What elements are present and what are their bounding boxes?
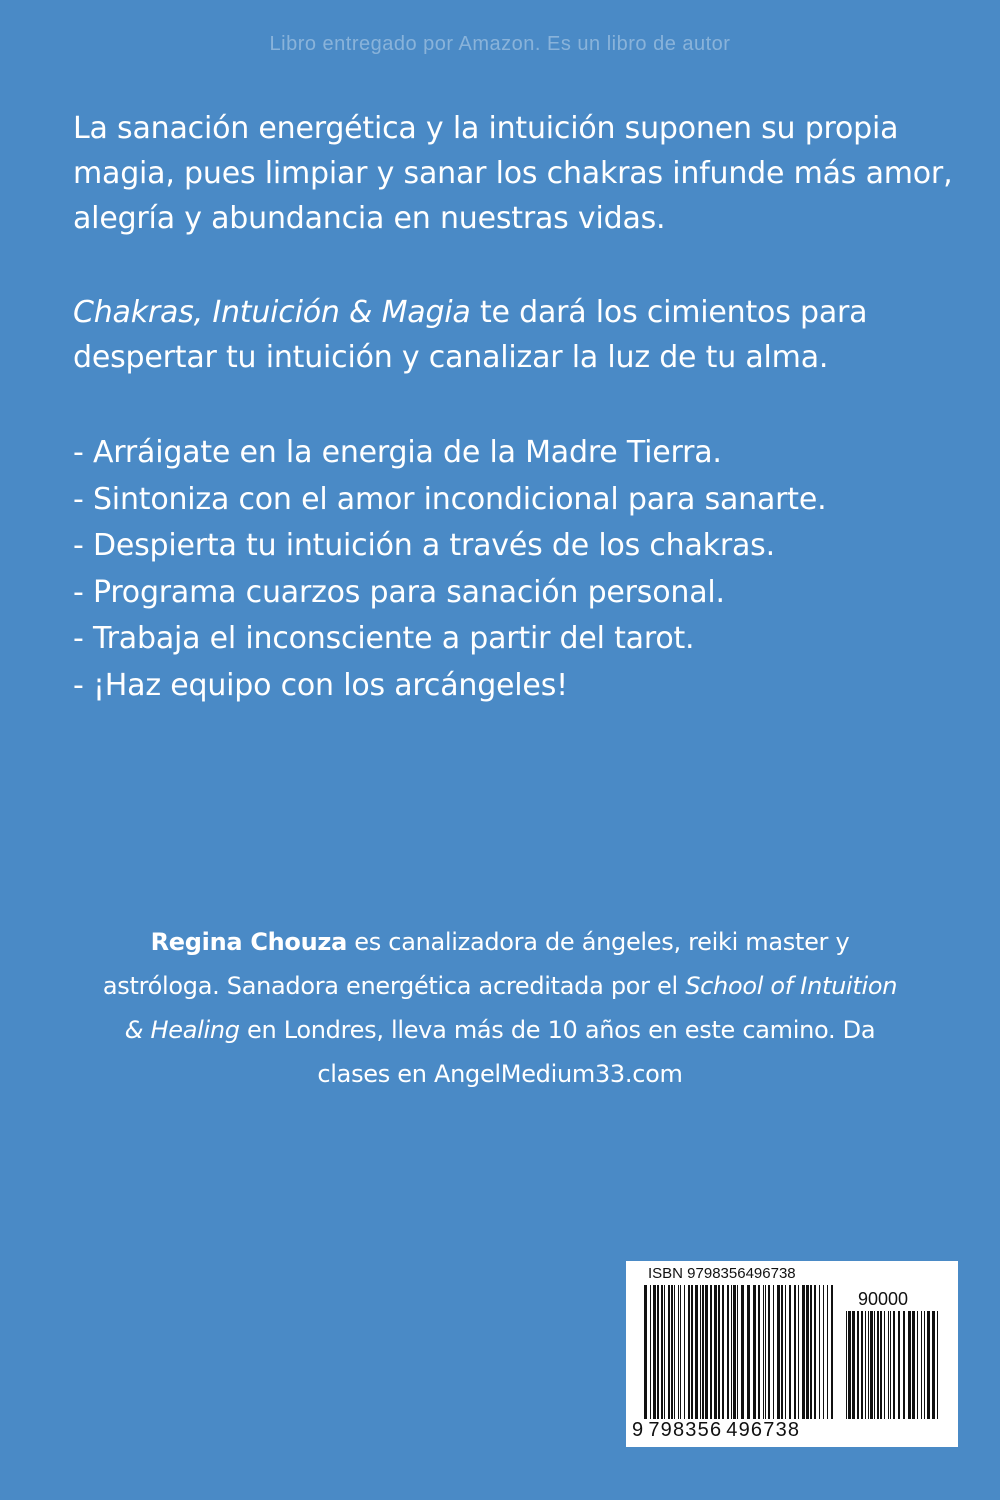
- barcode-bar: [912, 1311, 915, 1419]
- author-bio-text-1: es canalizadora de ángeles, reiki master y astróloga. Sanadora energética acreditada por el: [102, 928, 850, 1000]
- barcode-bar: [714, 1285, 717, 1419]
- author-name: Regina Chouza: [150, 928, 347, 956]
- barcode-bar: [644, 1285, 647, 1419]
- school-name: School of Intuition & Healing: [124, 972, 898, 1044]
- barcode-bar: [868, 1311, 869, 1419]
- barcode-bar: [768, 1285, 770, 1419]
- author-bio: [100, 920, 900, 1096]
- barcode-bar: [678, 1285, 679, 1419]
- barcode-bar: [888, 1311, 889, 1419]
- barcode-bar: [846, 1311, 847, 1419]
- barcode-bar: [861, 1311, 863, 1419]
- barcode-bar: [765, 1285, 766, 1419]
- barcode-bar: [741, 1285, 744, 1419]
- barcode-bar: [691, 1285, 693, 1419]
- barcode-bar: [823, 1285, 824, 1419]
- barcode-bar: [722, 1285, 724, 1419]
- barcode-bar: [737, 1285, 738, 1419]
- barcode-bar: [674, 1285, 675, 1419]
- barcode-bar: [798, 1285, 799, 1419]
- barcode-bar: [773, 1285, 774, 1419]
- barcode-bar: [917, 1311, 918, 1419]
- barcode-bar: [884, 1311, 885, 1419]
- barcode-bar: [763, 1285, 764, 1419]
- barcode-bar: [731, 1285, 732, 1419]
- barcode-bar: [688, 1285, 690, 1419]
- barcode-bar: [852, 1311, 855, 1419]
- barcode-bar: [857, 1311, 859, 1419]
- barcode-bar: [814, 1285, 816, 1419]
- barcode-bar: [664, 1285, 665, 1419]
- isbn-barcode: [626, 1261, 958, 1447]
- barcode-bar: [733, 1285, 736, 1419]
- list-item: - Despierta tu intuición a través de los chakras.: [73, 528, 775, 563]
- barcode-digit-group-1: 798356: [648, 1419, 723, 1441]
- barcode-bar: [705, 1285, 708, 1419]
- book-title: Chakras, Intuición & Magia: [73, 295, 471, 330]
- list-item: - ¡Haz equipo con los arcángeles!: [73, 667, 568, 703]
- barcode-bar: [700, 1285, 701, 1419]
- barcode-bar: [657, 1285, 659, 1419]
- barcode-bar: [661, 1285, 663, 1419]
- barcode-bar: [877, 1311, 879, 1419]
- benefits-list: [73, 430, 953, 709]
- book-summary-paragraph: [73, 290, 953, 380]
- barcode-digits: [632, 1419, 804, 1442]
- list-item: - Sintoniza con el amor incondicional para sanarte.: [73, 481, 827, 517]
- barcode-bar: [789, 1285, 791, 1419]
- barcode-bar: [650, 1285, 651, 1419]
- barcode-bar: [680, 1285, 681, 1419]
- barcode-bar: [671, 1285, 673, 1419]
- barcode-bar: [890, 1311, 891, 1419]
- barcode-bar: [893, 1311, 895, 1419]
- list-item: - Trabaja el inconsciente a partir del tarot.: [73, 621, 695, 656]
- barcode-bar: [710, 1285, 712, 1419]
- barcode-bar: [777, 1285, 780, 1419]
- barcode-bar: [831, 1285, 833, 1419]
- barcode-bar: [653, 1285, 656, 1419]
- barcode-bar: [921, 1311, 922, 1419]
- book-summary-text: te dará los cimientos para despertar tu intuición y canalizar la luz de tu alma.: [73, 295, 868, 375]
- intro-paragraph: La sanación energética y la intuición suponen su propia magia, pues limpiar y sanar los chakras infunde más amor, alegría y abundancia en nuestras vidas.: [73, 111, 953, 236]
- barcode-bar: [753, 1285, 756, 1419]
- barcode-bars-main: [644, 1285, 838, 1419]
- barcode-bar: [927, 1311, 930, 1419]
- barcode-bar: [684, 1285, 685, 1419]
- barcode-bar: [924, 1311, 925, 1419]
- barcode-bar: [874, 1311, 875, 1419]
- barcode-bar: [819, 1285, 820, 1419]
- author-bio-text-2: en Londres, lleva más de 10 años en este camino. Da clases en AngelMedium33.com: [239, 1016, 876, 1088]
- barcode-bar: [848, 1311, 851, 1419]
- isbn-label: ISBN 9798356496738: [648, 1265, 796, 1282]
- barcode-digit-prefix: 9: [632, 1419, 645, 1441]
- barcode-digit-group-2: 496738: [726, 1419, 801, 1441]
- barcode-bar: [806, 1285, 809, 1419]
- barcode-bar: [668, 1285, 670, 1419]
- barcode-bar: [758, 1285, 760, 1419]
- barcode-bar: [937, 1311, 938, 1419]
- barcode-bar: [747, 1285, 750, 1419]
- list-item: - Arráigate en la energia de la Madre Tierra.: [73, 435, 722, 470]
- barcode-bar: [908, 1311, 911, 1419]
- barcode-bars-addon: [846, 1311, 938, 1419]
- barcode-bar: [781, 1285, 783, 1419]
- barcode-bar: [870, 1311, 873, 1419]
- barcode-bar: [794, 1285, 796, 1419]
- list-item: - Programa cuarzos para sanación personal.: [73, 574, 725, 610]
- barcode-bar: [802, 1285, 805, 1419]
- watermark-top: Libro entregado por Amazon. Es un libro de autor: [269, 33, 731, 55]
- barcode-bar: [880, 1311, 882, 1419]
- barcode-bar: [695, 1285, 698, 1419]
- barcode-bar: [810, 1285, 812, 1419]
- price-code: 90000: [858, 1289, 909, 1309]
- barcode-bar: [865, 1311, 866, 1419]
- barcode-bar: [932, 1311, 935, 1419]
- barcode-bar: [718, 1285, 720, 1419]
- barcode-bar: [785, 1285, 786, 1419]
- barcode-bar: [898, 1311, 900, 1419]
- barcode-bar: [727, 1285, 729, 1419]
- barcode-bar: [827, 1285, 828, 1419]
- barcode-bar: [702, 1285, 704, 1419]
- barcode-bar: [903, 1311, 905, 1419]
